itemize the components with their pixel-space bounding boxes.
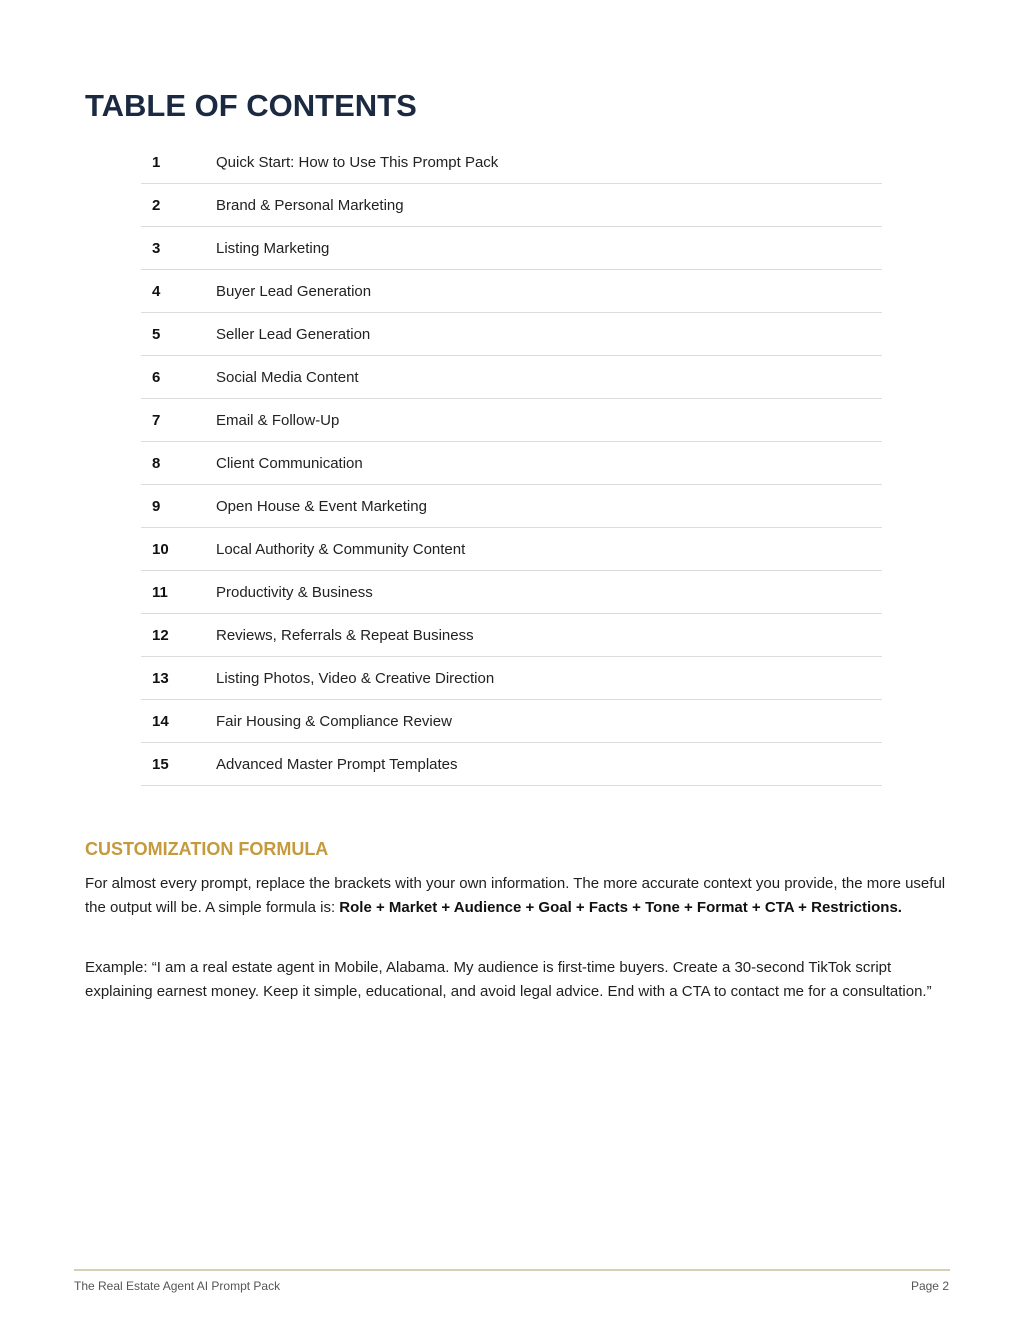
toc-number: 8: [152, 454, 161, 472]
toc-row: [141, 184, 882, 227]
toc-row: [141, 657, 882, 700]
toc-label: Reviews, Referrals & Repeat Business: [216, 626, 474, 644]
footer-divider: [74, 1269, 950, 1271]
customization-intro: [85, 872, 947, 919]
toc-number: 6: [152, 368, 161, 386]
toc-number: 9: [152, 497, 161, 515]
toc-label: Listing Marketing: [216, 239, 330, 257]
toc-label: Open House & Event Marketing: [216, 497, 427, 515]
toc-row: [141, 270, 882, 313]
toc-number: 1: [152, 153, 161, 171]
toc-label: Fair Housing & Compliance Review: [216, 712, 452, 730]
toc-label: Email & Follow-Up: [216, 411, 340, 429]
toc-row: [141, 614, 882, 657]
toc-label: Buyer Lead Generation: [216, 282, 372, 300]
toc-label: Local Authority & Community Content: [216, 540, 466, 558]
toc-number: 2: [152, 196, 161, 214]
toc-number: 3: [152, 239, 161, 257]
toc-number: 11: [152, 583, 168, 601]
toc-label: Listing Photos, Video & Creative Direction: [216, 669, 495, 687]
toc-label: Social Media Content: [216, 368, 359, 386]
toc-row: [141, 700, 882, 743]
toc-row: [141, 141, 882, 184]
toc-row: [141, 743, 882, 786]
toc-label: Advanced Master Prompt Templates: [216, 755, 458, 773]
toc-number: 15: [152, 755, 169, 773]
toc-number: 13: [152, 669, 169, 687]
toc-label: Seller Lead Generation: [216, 325, 371, 343]
formula-text: Role + Market + Audience + Goal + Facts + Tone + Format + CTA + Restrictions.: [339, 898, 902, 916]
toc-row: [141, 485, 882, 528]
toc-number: 5: [152, 325, 161, 343]
toc-row: [141, 356, 882, 399]
toc-label: Productivity & Business: [216, 583, 373, 601]
toc-row: [141, 227, 882, 270]
toc-row: [141, 571, 882, 614]
toc-list: [141, 141, 882, 786]
toc-label: Brand & Personal Marketing: [216, 196, 404, 214]
toc-number: 12: [152, 626, 169, 644]
toc-number: 14: [152, 712, 169, 730]
toc-row: [141, 399, 882, 442]
toc-number: 7: [152, 411, 161, 429]
toc-row: [141, 442, 882, 485]
toc-row: [141, 528, 882, 571]
customization-example: Example: “I am a real estate agent in Mobile, Alabama. My audience is first-time buyers. Create a 30-second TikTok script explaining earnest money. Keep it simple, educational, and avoid legal advice. End with a CTA to contact me for a consultation.”: [85, 959, 932, 1000]
footer-page-number: Page 2: [910, 1279, 949, 1293]
toc-number: 4: [152, 282, 161, 300]
customization-heading: CUSTOMIZATION FORMULA: [85, 839, 329, 859]
toc-title: TABLE OF CONTENTS: [85, 88, 417, 123]
toc-row: [141, 313, 882, 356]
toc-label: Client Communication: [216, 454, 363, 472]
footer-document-title: The Real Estate Agent AI Prompt Pack: [74, 1279, 281, 1293]
intro-text: For almost every prompt, replace the brackets with your own information. The more accurate context you provide, the more useful the output will be. A simple formula is:: [85, 875, 946, 916]
toc-label: Quick Start: How to Use This Prompt Pack: [216, 153, 499, 171]
toc-number: 10: [152, 540, 169, 558]
